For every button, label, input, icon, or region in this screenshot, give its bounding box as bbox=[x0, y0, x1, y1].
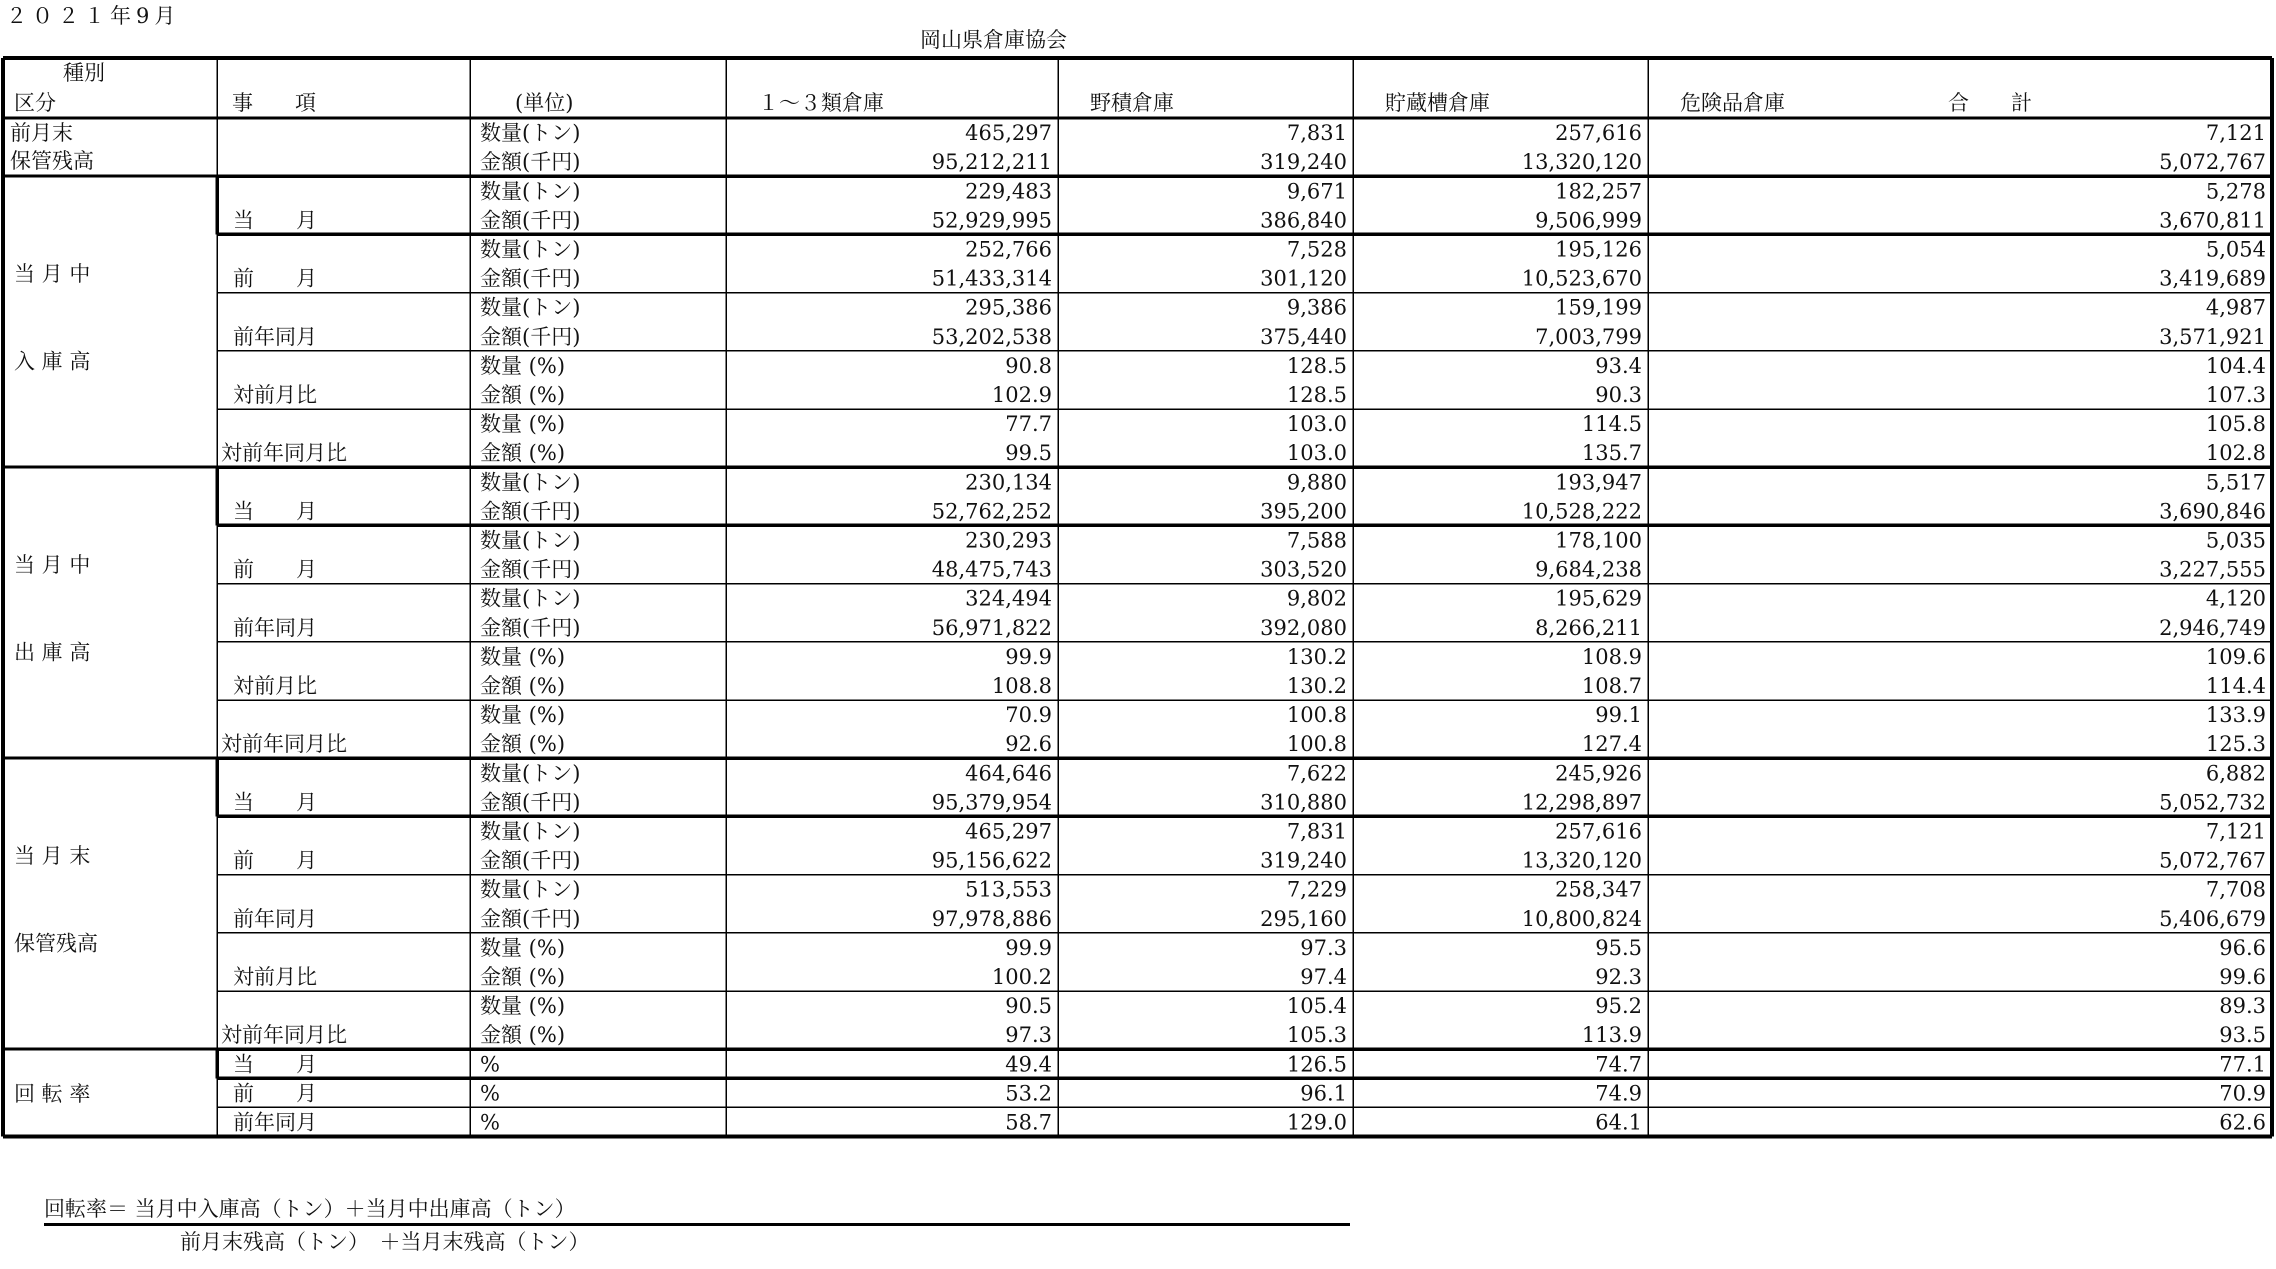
unit-cell: 数量(トン) bbox=[480, 295, 581, 320]
item-label: 対前月比 bbox=[233, 965, 317, 989]
value-cell: 92.6 bbox=[1005, 732, 1052, 757]
item-label: 前年同月 bbox=[233, 1110, 317, 1135]
value-cell: 114.4 bbox=[2205, 674, 2266, 698]
value-cell: 74.9 bbox=[1595, 1081, 1642, 1106]
value-cell: 133.9 bbox=[2205, 703, 2266, 728]
value-cell: 12,298,897 bbox=[1521, 790, 1642, 815]
value-cell: 100.8 bbox=[1286, 703, 1347, 728]
section-label: 入 庫 高 bbox=[14, 349, 91, 374]
value-cell: 5,278 bbox=[2205, 179, 2266, 204]
value-cell: 105.3 bbox=[1286, 1023, 1347, 1048]
item-label: 前 月 bbox=[233, 557, 317, 582]
value-cell: 6,882 bbox=[2205, 761, 2266, 786]
value-cell: 90.8 bbox=[1005, 353, 1052, 378]
value-cell: 77.7 bbox=[1005, 412, 1052, 437]
unit-cell: 数量(トン) bbox=[480, 470, 581, 495]
unit-cell: 数量(トン) bbox=[480, 819, 581, 844]
unit-cell: 金額(千円) bbox=[480, 848, 581, 873]
value-cell: 8,266,211 bbox=[1535, 615, 1642, 640]
value-cell: 70.9 bbox=[2219, 1081, 2266, 1106]
value-cell: 105.4 bbox=[1286, 994, 1347, 1019]
value-cell: 95,156,622 bbox=[931, 848, 1052, 873]
formula-numerator: 回転率＝ 当月中入庫高（トン）＋当月中出庫高（トン） bbox=[44, 1197, 576, 1221]
item-label: 対前年同月比 bbox=[221, 732, 347, 757]
value-cell: 301,120 bbox=[1260, 266, 1347, 291]
value-cell: 109.6 bbox=[2205, 644, 2266, 669]
section-label: 当 月 末 bbox=[14, 843, 91, 868]
value-cell: 128.5 bbox=[1286, 353, 1347, 378]
unit-cell: % bbox=[480, 1081, 500, 1106]
item-label: 当 月 bbox=[233, 1052, 317, 1077]
value-cell: 2,946,749 bbox=[2159, 615, 2266, 640]
value-cell: 7,121 bbox=[2205, 819, 2266, 844]
value-cell: 126.5 bbox=[1286, 1052, 1347, 1077]
unit-cell: 数量 (%) bbox=[480, 644, 566, 669]
value-cell: 7,588 bbox=[1286, 528, 1347, 553]
value-cell: 319,240 bbox=[1260, 848, 1347, 873]
value-cell: 13,320,120 bbox=[1521, 150, 1642, 175]
value-cell: 99.1 bbox=[1595, 703, 1642, 728]
value-cell: 130.2 bbox=[1286, 674, 1347, 698]
value-cell: 386,840 bbox=[1260, 208, 1347, 233]
value-cell: 128.5 bbox=[1286, 383, 1347, 407]
value-cell: 95.5 bbox=[1595, 935, 1642, 960]
value-cell: 5,035 bbox=[2205, 528, 2266, 553]
value-cell: 97.3 bbox=[1005, 1023, 1052, 1048]
value-cell: 10,523,670 bbox=[1521, 266, 1642, 291]
value-cell: 182,257 bbox=[1555, 179, 1642, 204]
value-cell: 3,227,555 bbox=[2159, 557, 2266, 582]
value-cell: 7,229 bbox=[1286, 877, 1347, 902]
value-cell: 5,406,679 bbox=[2159, 906, 2266, 931]
value-cell: 257,616 bbox=[1555, 819, 1642, 844]
value-cell: 108.8 bbox=[991, 674, 1052, 698]
organization-name: 岡山県倉庫協会 bbox=[920, 28, 1067, 52]
value-cell: 95,379,954 bbox=[931, 790, 1052, 815]
item-label: 前 月 bbox=[233, 1081, 317, 1106]
item-label: 前年同月 bbox=[233, 615, 317, 640]
value-cell: 3,419,689 bbox=[2159, 266, 2266, 291]
value-cell: 464,646 bbox=[965, 761, 1052, 786]
value-cell: 99.5 bbox=[1005, 441, 1052, 466]
header-column-1: １～３類倉庫 bbox=[758, 91, 884, 115]
section-label: 保管残高 bbox=[14, 931, 98, 956]
value-cell: 53,202,538 bbox=[931, 324, 1052, 349]
value-cell: 95.2 bbox=[1595, 994, 1642, 1019]
item-label: 前年同月 bbox=[233, 906, 317, 931]
value-cell: 96.1 bbox=[1300, 1081, 1347, 1106]
section-label: 当 月 中 bbox=[14, 552, 91, 577]
value-cell: 7,831 bbox=[1286, 121, 1347, 146]
value-cell: 295,386 bbox=[965, 295, 1052, 320]
value-cell: 303,520 bbox=[1260, 557, 1347, 582]
value-cell: 5,072,767 bbox=[2159, 848, 2266, 873]
value-cell: 392,080 bbox=[1260, 615, 1347, 640]
value-cell: 13,320,120 bbox=[1521, 848, 1642, 873]
value-cell: 95,212,211 bbox=[931, 150, 1052, 175]
value-cell: 395,200 bbox=[1260, 499, 1347, 524]
value-cell: 125.3 bbox=[2205, 732, 2266, 757]
value-cell: 10,528,222 bbox=[1521, 499, 1642, 524]
value-cell: 135.7 bbox=[1581, 441, 1642, 466]
value-cell: 99.9 bbox=[1005, 644, 1052, 669]
value-cell: 7,528 bbox=[1286, 237, 1347, 262]
value-cell: 195,126 bbox=[1555, 237, 1642, 262]
value-cell: 7,003,799 bbox=[1535, 324, 1642, 349]
value-cell: 178,100 bbox=[1555, 528, 1642, 553]
value-cell: 103.0 bbox=[1286, 441, 1347, 466]
value-cell: 375,440 bbox=[1260, 324, 1347, 349]
value-cell: 310,880 bbox=[1260, 790, 1347, 815]
value-cell: 70.9 bbox=[1005, 703, 1052, 728]
unit-cell: 金額(千円) bbox=[480, 906, 581, 931]
value-cell: 5,517 bbox=[2205, 470, 2266, 495]
unit-cell: 数量 (%) bbox=[480, 353, 566, 378]
value-cell: 252,766 bbox=[965, 237, 1052, 262]
value-cell: 93.5 bbox=[2219, 1023, 2266, 1048]
unit-cell: 金額 (%) bbox=[480, 1023, 566, 1048]
unit-cell: 数量(トン) bbox=[480, 761, 581, 786]
value-cell: 9,386 bbox=[1286, 295, 1347, 320]
header-column-5: 合 計 bbox=[1948, 91, 2032, 115]
value-cell: 513,553 bbox=[965, 877, 1052, 902]
value-cell: 99.6 bbox=[2219, 965, 2266, 989]
unit-cell: 金額(千円) bbox=[480, 150, 581, 175]
value-cell: 105.8 bbox=[2205, 412, 2266, 437]
value-cell: 229,483 bbox=[965, 179, 1052, 204]
value-cell: 3,670,811 bbox=[2159, 208, 2266, 233]
section-label: 回 転 率 bbox=[14, 1081, 91, 1106]
value-cell: 74.7 bbox=[1595, 1052, 1642, 1077]
unit-cell: 数量 (%) bbox=[480, 994, 566, 1019]
value-cell: 5,054 bbox=[2205, 237, 2266, 262]
item-label: 前年同月 bbox=[233, 324, 317, 349]
unit-cell: 金額 (%) bbox=[480, 441, 566, 466]
value-cell: 48,475,743 bbox=[931, 557, 1052, 582]
header-column-2: 野積倉庫 bbox=[1090, 91, 1174, 115]
value-cell: 159,199 bbox=[1555, 295, 1642, 320]
unit-cell: 数量 (%) bbox=[480, 935, 566, 960]
value-cell: 99.9 bbox=[1005, 935, 1052, 960]
section-label: 前月末 bbox=[10, 121, 73, 145]
value-cell: 7,831 bbox=[1286, 819, 1347, 844]
header-section-label: 区分 bbox=[14, 91, 56, 115]
item-label: 当 月 bbox=[233, 499, 317, 524]
unit-cell: 数量 (%) bbox=[480, 412, 566, 437]
item-label: 対前月比 bbox=[233, 383, 317, 407]
value-cell: 89.3 bbox=[2219, 994, 2266, 1019]
unit-cell: 金額(千円) bbox=[480, 266, 581, 291]
value-cell: 107.3 bbox=[2205, 383, 2266, 407]
section-label: 出 庫 高 bbox=[14, 640, 91, 665]
value-cell: 92.3 bbox=[1595, 965, 1642, 989]
value-cell: 7,622 bbox=[1286, 761, 1347, 786]
item-label: 当 月 bbox=[233, 208, 317, 233]
unit-cell: 金額(千円) bbox=[480, 208, 581, 233]
value-cell: 258,347 bbox=[1555, 877, 1642, 902]
value-cell: 90.5 bbox=[1005, 994, 1052, 1019]
unit-cell: 金額 (%) bbox=[480, 965, 566, 989]
unit-cell: 金額(千円) bbox=[480, 615, 581, 640]
unit-cell: 数量(トン) bbox=[480, 237, 581, 262]
value-cell: 5,052,732 bbox=[2159, 790, 2266, 815]
value-cell: 9,671 bbox=[1286, 179, 1347, 204]
value-cell: 49.4 bbox=[1005, 1052, 1052, 1077]
value-cell: 230,134 bbox=[965, 470, 1052, 495]
item-label: 対前年同月比 bbox=[221, 1023, 347, 1048]
value-cell: 193,947 bbox=[1555, 470, 1642, 495]
value-cell: 3,571,921 bbox=[2159, 324, 2266, 349]
unit-cell: 数量(トン) bbox=[480, 528, 581, 553]
value-cell: 9,684,238 bbox=[1535, 557, 1642, 582]
value-cell: 9,880 bbox=[1286, 470, 1347, 495]
value-cell: 9,506,999 bbox=[1535, 208, 1642, 233]
unit-cell: 金額(千円) bbox=[480, 324, 581, 349]
unit-cell: 金額(千円) bbox=[480, 499, 581, 524]
value-cell: 130.2 bbox=[1286, 644, 1347, 669]
value-cell: 97.4 bbox=[1300, 965, 1347, 989]
value-cell: 10,800,824 bbox=[1521, 906, 1642, 931]
unit-cell: % bbox=[480, 1110, 500, 1135]
value-cell: 53.2 bbox=[1005, 1081, 1052, 1106]
unit-cell: 数量(トン) bbox=[480, 179, 581, 204]
value-cell: 127.4 bbox=[1581, 732, 1642, 757]
value-cell: 257,616 bbox=[1555, 121, 1642, 146]
value-cell: 319,240 bbox=[1260, 150, 1347, 175]
item-label: 当 月 bbox=[233, 790, 317, 815]
value-cell: 7,121 bbox=[2205, 121, 2266, 146]
value-cell: 108.9 bbox=[1581, 644, 1642, 669]
value-cell: 58.7 bbox=[1005, 1110, 1052, 1135]
unit-cell: 金額(千円) bbox=[480, 557, 581, 582]
header-kind-label: 種別 bbox=[63, 61, 105, 85]
item-label: 前 月 bbox=[233, 848, 317, 873]
value-cell: 52,762,252 bbox=[931, 499, 1052, 524]
value-cell: 113.9 bbox=[1581, 1023, 1642, 1048]
value-cell: 56,971,822 bbox=[931, 615, 1052, 640]
value-cell: 52,929,995 bbox=[931, 208, 1052, 233]
value-cell: 77.1 bbox=[2219, 1052, 2266, 1077]
value-cell: 62.6 bbox=[2219, 1110, 2266, 1135]
value-cell: 108.7 bbox=[1581, 674, 1642, 698]
item-label: 対前年同月比 bbox=[221, 441, 347, 466]
value-cell: 230,293 bbox=[965, 528, 1052, 553]
unit-cell: 金額(千円) bbox=[480, 790, 581, 815]
value-cell: 64.1 bbox=[1595, 1110, 1642, 1135]
value-cell: 100.2 bbox=[991, 965, 1052, 989]
value-cell: 97.3 bbox=[1300, 935, 1347, 960]
header-column-3: 貯蔵槽倉庫 bbox=[1385, 91, 1490, 115]
unit-cell: 金額 (%) bbox=[480, 383, 566, 407]
value-cell: 5,072,767 bbox=[2159, 150, 2266, 175]
value-cell: 4,987 bbox=[2205, 295, 2266, 320]
unit-cell: 金額 (%) bbox=[480, 732, 566, 757]
value-cell: 3,690,846 bbox=[2159, 499, 2266, 524]
section-label: 当 月 中 bbox=[14, 261, 91, 286]
value-cell: 465,297 bbox=[965, 121, 1052, 146]
value-cell: 100.8 bbox=[1286, 732, 1347, 757]
value-cell: 324,494 bbox=[965, 586, 1052, 611]
item-label: 対前月比 bbox=[233, 674, 317, 698]
value-cell: 4,120 bbox=[2205, 586, 2266, 611]
value-cell: 129.0 bbox=[1286, 1110, 1347, 1135]
value-cell: 102.8 bbox=[2205, 441, 2266, 466]
header-item-label: 事 項 bbox=[232, 91, 316, 115]
unit-cell: 数量 (%) bbox=[480, 703, 566, 728]
value-cell: 295,160 bbox=[1260, 906, 1347, 931]
unit-cell: 数量(トン) bbox=[480, 877, 581, 902]
value-cell: 103.0 bbox=[1286, 412, 1347, 437]
value-cell: 93.4 bbox=[1595, 353, 1642, 378]
value-cell: 7,708 bbox=[2205, 877, 2266, 902]
value-cell: 96.6 bbox=[2219, 935, 2266, 960]
value-cell: 97,978,886 bbox=[931, 906, 1052, 931]
value-cell: 51,433,314 bbox=[931, 266, 1052, 291]
unit-cell: 数量(トン) bbox=[480, 586, 581, 611]
report-date: ２０２１年9月 bbox=[6, 4, 181, 28]
value-cell: 114.5 bbox=[1581, 412, 1642, 437]
unit-cell: 金額 (%) bbox=[480, 674, 566, 698]
unit-cell: 数量(トン) bbox=[480, 121, 581, 146]
section-label: 保管残高 bbox=[10, 149, 94, 173]
value-cell: 90.3 bbox=[1595, 383, 1642, 407]
value-cell: 465,297 bbox=[965, 819, 1052, 844]
value-cell: 195,629 bbox=[1555, 586, 1642, 611]
formula-denominator: 前月末残高（トン） ＋当月末残高（トン） bbox=[180, 1230, 590, 1254]
value-cell: 102.9 bbox=[991, 383, 1052, 407]
header-unit-label: (単位) bbox=[515, 91, 574, 115]
value-cell: 9,802 bbox=[1286, 586, 1347, 611]
value-cell: 245,926 bbox=[1555, 761, 1642, 786]
unit-cell: % bbox=[480, 1052, 500, 1077]
value-cell: 104.4 bbox=[2205, 353, 2266, 378]
item-label: 前 月 bbox=[233, 266, 317, 291]
header-column-4: 危険品倉庫 bbox=[1680, 91, 1785, 115]
